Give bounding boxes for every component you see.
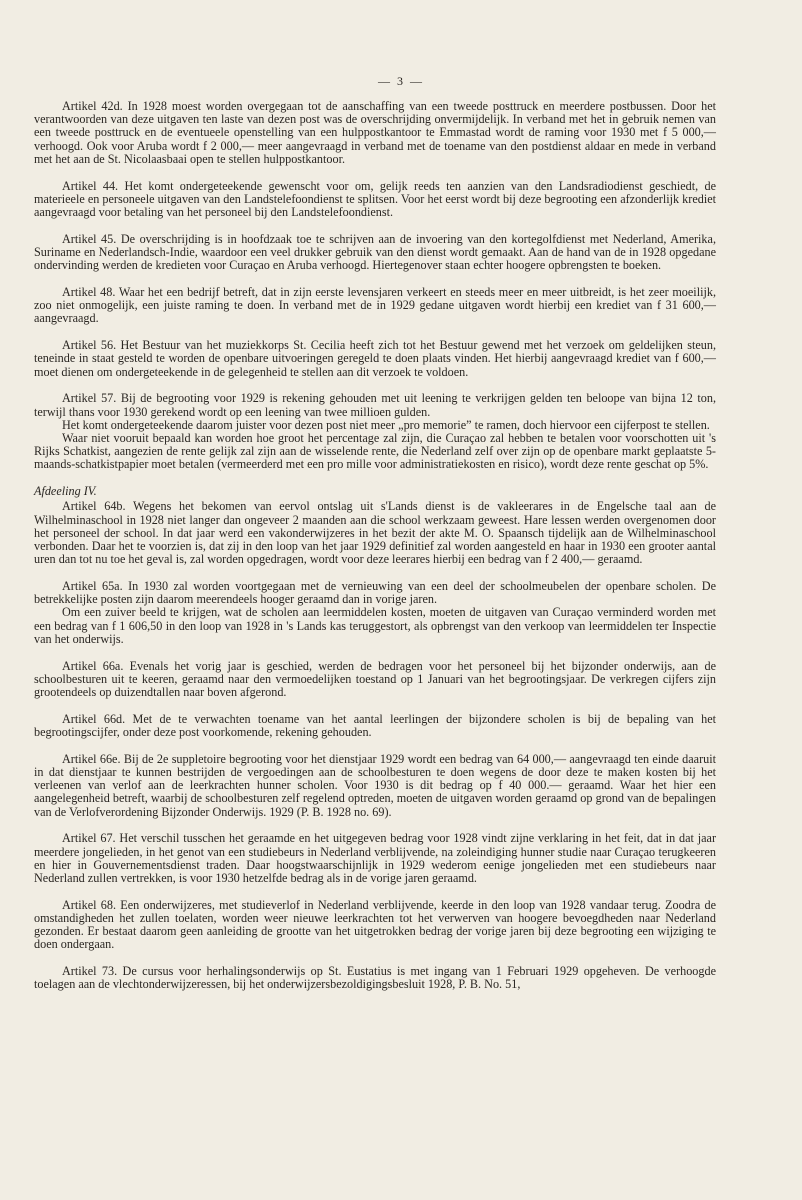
article-paragraph xyxy=(34,580,716,646)
article-paragraph xyxy=(34,500,716,566)
article-paragraph xyxy=(34,965,716,991)
article-paragraph xyxy=(34,899,716,952)
page-number: — 3 — xyxy=(378,74,424,88)
paragraph-text: Artikel 56. Het Bestuur van het muziekkorps St. Cecilia heeft zich tot het Bestuur gewend met het verzoek om geldelijken steun, teneinde in staat gesteld te worden de openbare uitvoeringen geregeld te doen plaats vinden. Het hierbij aangevraagd krediet van f 600,— moet dienen om ondergeteekende in de gelegenheid te stellen aan dit verzoek te voldoen. xyxy=(34,338,716,379)
paragraph-text: Artikel 66e. Bij de 2e suppletoire begrooting voor het dienstjaar 1929 wordt een bedrag van 64 000,— aangevraagd ten einde daaruit in dat dienstjaar te kunnen bestrijden de vergoedingen aan de schoolbesturen te doen wegens de door deze te maken kosten bij het verleenen van verlof aan de leerkrachten hunner scholen. Voor 1930 is dit bedrag op f 40 000.— geraamd. Waar het hier een aangelegenheid betreft, waarbij de schoolbesturen zelf regelend optreden, moeten de uitgaven worden geraamd op grond van de bepalingen van de Verlofverordening Bijzonder Onderwijs. 1929 (P. B. 1928 no. 69). xyxy=(34,751,716,819)
article-paragraph xyxy=(34,832,716,885)
paragraph-text: Artikel 66d. Met de te verwachten toename van het aantal leerlingen der bijzondere scholen is bij de bepaling van het begrootingscijfer, onder deze post voorkomende, rekening gehouden. xyxy=(34,711,716,740)
paragraph-text: Artikel 68. Een onderwijzeres, met studieverlof in Nederland verblijvende, keerde in den loop van 1928 vandaar terug. Zoodra de omstandigheden het zullen toelaten, worden weer nieuwe leerkrachten tot het verwerven van hoogere bevoegdheden naar Nederland gezonden. Er bestaat daarom geen aanleiding de grootte van het uitgetrokken bedrag der vorige jaren bij deze begrooting een wijziging te doen ondergaan. xyxy=(34,897,716,952)
article-paragraph xyxy=(34,753,716,819)
paragraph-text: Artikel 73. De cursus voor herhalingsonderwijs op St. Eustatius is met ingang van 1 Februari 1929 opgeheven. De verhoogde toelagen aan de vlechtonderwijzeressen, bij het onderwijzersbezoldigingsbesluit 1928, P. B. No. 51, xyxy=(34,964,716,992)
section-heading: Afdeeling IV. xyxy=(34,484,97,499)
paragraph-text: Waar niet vooruit bepaald kan worden hoe groot het percentage zal zijn, die Curaçao zal hebben te betalen voor voorschotten uit 's Rijks Schatkist, aangezien de rente gelijk zal zijn aan de wisselende rente, die Nederland zelf over zijn op de openbare markt geplaatste 5-maands-schatkistpapier moet betalen (vermeerderd met een pro mille voor administratiekosten en risico), wordt deze rente geschat op 5%. xyxy=(34,431,716,472)
paragraph-text: Het komt ondergeteekende daarom juister voor dezen post niet meer „pro memorie” te ramen, doch hiervoor een cijferpost te stellen. xyxy=(62,417,710,432)
paragraphs-after-section xyxy=(34,500,716,991)
paragraph-text: Artikel 64b. Wegens het bekomen van eervol ontslag uit s'Lands dienst is de vakleerares in de Engelsche taal aan de Wilhelminaschool in 1928 niet langer dan ongeveer 2 maanden aan die school werkzaam geweest. Hare lessen werden overgenomen door het personeel der school. In dat jaar werd een vakonderwijzeres in het bezit der akte M. O. Spaansch tijdelijk aan de Wilhelminaschool verbonden. Daar het te voorzien is, dat zij in den loop van het jaar 1929 definitief zal worden aangesteld en haar in 1930 een grooter aantal uren dan tot nu toe het geval is, zal worden opgedragen, wordt voor deze leerares hierbij een bedrag van f 2 400,— geraamd. xyxy=(34,499,716,567)
paragraph-text: Artikel 45. De overschrijding is in hoofdzaak toe te schrijven aan de invoering van den kortegolfdienst met Nederland, Amerika, Suriname en Nederlandsch-Indie, waardoor een veel drukker gebruik van den dienst wordt gemaakt. Aan de hand van de in 1928 opgedane ondervinding werden de kredieten voor Curaçao en Aruba verhoogd. Hiertegenover staan echter hoogere opbrengsten te boeken. xyxy=(34,231,716,273)
article-paragraph xyxy=(34,660,716,700)
article-paragraph xyxy=(34,339,716,379)
paragraph-text: Artikel 65a. In 1930 zal worden voortgegaan met de vernieuwing van een deel der schoolmeubelen der openbare scholen. De betrekkelijke posten zijn daarom meerendeels hooger geraamd dan in vorige jaren. xyxy=(34,579,716,607)
paragraph-text: Artikel 42d. In 1928 moest worden overgegaan tot de aanschaffing van een tweede posttruck en meerdere postbussen. Door het verantwoorden van deze uitgaven ten laste van dezen post was de overschrijding onvermijdelijk. In verband met het in gebruik nemen van een tweede posttruck en de eventueele openstelling van een hulppostkantoor te Emmastad wordt de raming voor 1930 met f 5 000,— verhoogd. Ook voor Aruba wordt f 2 000,— meer aangevraagd in verband met de toename van den postdienst aldaar en mede in verband met het aan de St. Nicolaasbaai open te stellen hulppostkantoor. xyxy=(34,99,716,166)
article-paragraph xyxy=(34,713,716,739)
paragraph-text: Artikel 67. Het verschil tusschen het geraamde en het uitgegeven bedrag voor 1928 vindt zijne verklaring in het feit, dat in dat jaar meerdere jongelieden, in het genot van een studiebeurs in Nederland verblijvende, na zoleindiging hunner studie naar Curaçao terugkeeren en hier in Gouvernementsdienst traden. Daar hoogstwaarschijnlijk in 1929 wederom eenige jongelieden met een studiebeurs naar Nederland zullen vertrekken, is voor 1930 hetzelfde bedrag als in de vorige jaren geraamd. xyxy=(34,831,716,886)
article-paragraph xyxy=(34,392,716,471)
paragraphs-before-section xyxy=(34,100,716,472)
article-paragraph xyxy=(34,233,716,273)
article-paragraph xyxy=(34,286,716,326)
paragraph-text: Artikel 57. Bij de begrooting voor 1929 is rekening gehouden met uit leening te verkrijgen gelden ten beloope van bijna 12 ton, terwijl thans voor 1930 gerekend wordt op een leening van twee millioen gulden. xyxy=(34,391,716,419)
page-body xyxy=(34,100,716,1005)
article-paragraph xyxy=(34,100,716,166)
paragraph-text: Artikel 48. Waar het een bedrijf betreft, dat in zijn eerste levensjaren verkeert en steeds meer en meer uitbreidt, is het zeer moeilijk, zoo niet onmogelijk, een juiste raming te doen. In verband met de in 1929 gedane uitgaven wordt hierbij een krediet van f 31 600,— aangevraagd. xyxy=(34,285,716,326)
article-paragraph xyxy=(34,180,716,220)
paragraph-text: Artikel 44. Het komt ondergeteekende gewenscht voor om, gelijk reeds ten aanzien van den Landsradiodienst geschiedt, de materieele en personeele uitgaven van den Landstelefoondienst te splitsen. Voor het eerst wordt bij deze begrooting een afzonderlijk krediet aangevraagd voor betaling van het personeel bij den Landstelefoondienst. xyxy=(34,178,716,220)
paragraph-text: Om een zuiver beeld te krijgen, wat de scholen aan leermiddelen kosten, moeten de uitgaven van Curaçao verminderd worden met een bedrag van f 1 606,50 in den loop van 1928 in 's Lands kas teruggestort, als opbrengst van den verkoop van leermiddelen ter Inspectie van het onderwijs. xyxy=(34,605,716,646)
paragraph-text: Artikel 66a. Evenals het vorig jaar is geschied, werden de bedragen voor het personeel bij het bijzonder onderwijs, aan de schoolbesturen uit te keeren, geraamd naar den vermoedelijken toestand op 1 Januari van het begrootingsjaar. De verkregen cijfers zijn grootendeels op duizendtallen naar boven afgerond. xyxy=(34,658,716,700)
